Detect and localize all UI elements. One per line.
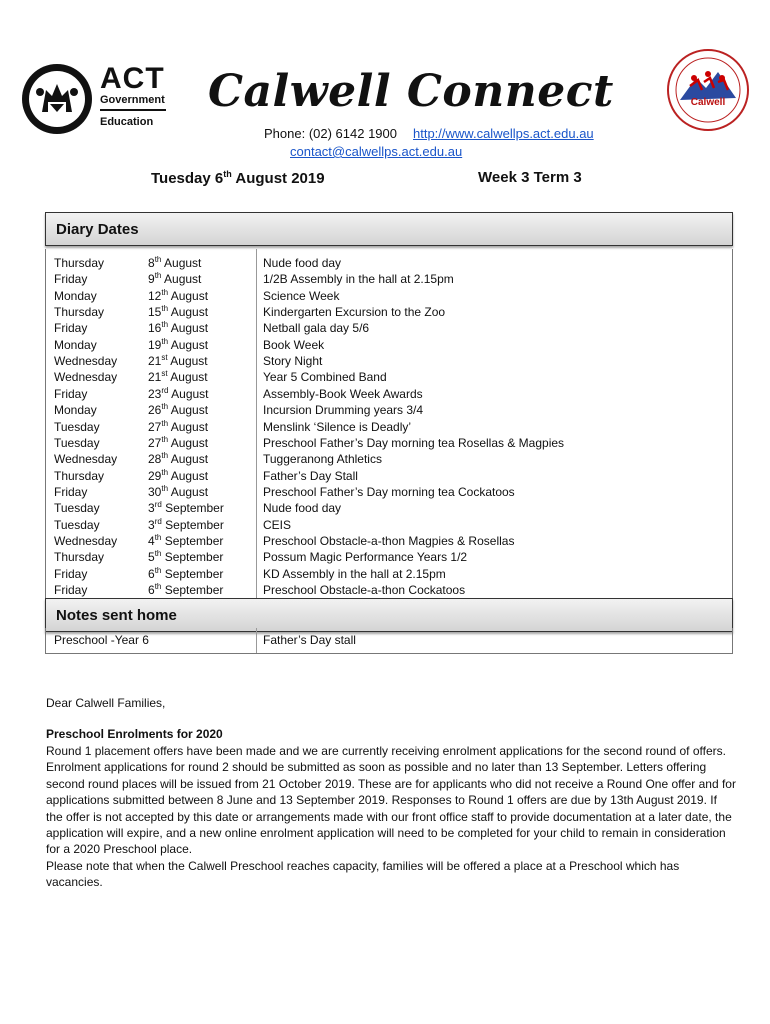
diary-day: Thursday bbox=[54, 305, 105, 320]
diary-event: Menslink ‘Silence is Deadly’ bbox=[263, 419, 412, 434]
diary-day: Monday bbox=[54, 403, 97, 418]
diary-date: 28th August bbox=[148, 451, 209, 467]
diary-row bbox=[46, 500, 732, 516]
diary-event: Science Week bbox=[263, 288, 340, 303]
diary-dates-table bbox=[45, 249, 733, 598]
act-education-word: Education bbox=[100, 116, 154, 128]
diary-row bbox=[46, 386, 732, 402]
notes-table bbox=[45, 628, 733, 654]
diary-row bbox=[46, 435, 732, 451]
act-logo-text bbox=[100, 64, 166, 128]
diary-event: 1/2B Assembly in the hall at 2.15pm bbox=[263, 272, 454, 287]
diary-date: 26th August bbox=[148, 402, 209, 418]
diary-day: Tuesday bbox=[54, 501, 100, 516]
contact-line bbox=[264, 126, 594, 141]
diary-day: Wednesday bbox=[54, 370, 118, 385]
diary-event: Preschool Father’s Day morning tea Cockatoos bbox=[263, 484, 515, 499]
diary-day: Thursday bbox=[54, 256, 105, 270]
diary-row bbox=[46, 320, 732, 336]
diary-row bbox=[46, 484, 732, 500]
diary-day: Thursday bbox=[54, 468, 105, 483]
email-link[interactable]: contact@calwellps.act.edu.au bbox=[290, 144, 463, 159]
diary-day: Friday bbox=[54, 583, 88, 597]
diary-date: 27th August bbox=[148, 418, 209, 434]
diary-event: Year 5 Combined Band bbox=[263, 370, 387, 385]
column-divider bbox=[256, 628, 257, 653]
diary-row bbox=[46, 582, 732, 598]
diary-day: Wednesday bbox=[54, 533, 118, 548]
diary-event: Story Night bbox=[263, 354, 323, 369]
week-term: Week 3 Term 3 bbox=[478, 169, 582, 186]
diary-day: Monday bbox=[54, 337, 97, 352]
diary-date: 9th August bbox=[148, 271, 202, 287]
diary-day: Tuesday bbox=[54, 419, 100, 434]
diary-date: 23rd August bbox=[148, 385, 209, 401]
email-line bbox=[290, 144, 462, 159]
letter-body bbox=[46, 743, 736, 891]
diary-row bbox=[46, 517, 732, 533]
phone-number: Phone: (02) 6142 1900 bbox=[264, 126, 397, 141]
diary-date: 29th August bbox=[148, 467, 209, 483]
diary-event: Nude food day bbox=[263, 256, 342, 270]
letter-paragraph: Round 1 placement offers have been made and we are currently receiving enrolment applications for the second round of offers. Enrolment applications for round 2 should be submitted as soon as possible and no later than 13 September. Letters offering second round places will be issued from 21 October 2019. These are for applicants who did not receive a Round One offer and for applications submitted between 8 June and 13 September 2019. Responses to Round 1 offers are due by 13th August 2019. If the offer is not accepted by this date or arrangements made with our front office staff to provide documentation at a later date, the application will expire, and a new online enrolment application will need to be completed for your child to remain in consideration for a 2020 Preschool place. bbox=[46, 744, 736, 857]
act-government-logo bbox=[20, 62, 170, 136]
diary-day: Monday bbox=[54, 288, 97, 303]
diary-date: 6th September bbox=[148, 565, 224, 581]
diary-date: 3rd September bbox=[148, 516, 224, 532]
diary-dates-heading: Diary Dates bbox=[56, 221, 139, 238]
notes-audience: Preschool -Year 6 bbox=[54, 633, 149, 647]
diary-row bbox=[46, 533, 732, 549]
calwell-school-logo-icon bbox=[666, 48, 750, 132]
diary-event: Nude food day bbox=[263, 501, 342, 516]
diary-date: 21st August bbox=[148, 353, 208, 369]
diary-date: 15th August bbox=[148, 304, 209, 320]
diary-event: KD Assembly in the hall at 2.15pm bbox=[263, 566, 446, 581]
diary-day: Friday bbox=[54, 484, 88, 499]
diary-row bbox=[46, 451, 732, 467]
diary-row bbox=[46, 255, 732, 271]
diary-row bbox=[46, 288, 732, 304]
school-logo-text: Calwell bbox=[690, 97, 726, 108]
diary-event: CEIS bbox=[263, 517, 292, 532]
newsletter-title: Calwell Connect bbox=[208, 66, 614, 117]
diary-row bbox=[46, 337, 732, 353]
diary-event: Assembly-Book Week Awards bbox=[263, 386, 423, 401]
diary-date: 8th August bbox=[148, 255, 202, 270]
diary-row bbox=[46, 468, 732, 484]
diary-day: Tuesday bbox=[54, 517, 100, 532]
diary-event: Preschool Obstacle-a-thon Cockatoos bbox=[263, 583, 466, 597]
notes-item: Father’s Day stall bbox=[263, 633, 356, 647]
diary-date: 6th September bbox=[148, 582, 224, 597]
diary-row bbox=[46, 419, 732, 435]
diary-row bbox=[46, 566, 732, 582]
diary-event: Book Week bbox=[263, 337, 325, 352]
diary-date: 27th August bbox=[148, 434, 209, 450]
act-crest-icon bbox=[20, 62, 94, 136]
diary-date: 3rd September bbox=[148, 500, 224, 516]
diary-day: Tuesday bbox=[54, 435, 100, 450]
issue-date: Tuesday 6th August 2019 bbox=[151, 169, 325, 187]
diary-event: Tuggeranong Athletics bbox=[263, 452, 382, 467]
diary-row bbox=[46, 353, 732, 369]
diary-row bbox=[46, 304, 732, 320]
diary-row bbox=[46, 549, 732, 565]
diary-day: Wednesday bbox=[54, 354, 118, 369]
diary-date: 5th September bbox=[148, 549, 224, 565]
notes-heading: Notes sent home bbox=[56, 607, 177, 624]
diary-day: Friday bbox=[54, 386, 88, 401]
diary-date: 16th August bbox=[148, 320, 209, 336]
diary-event: Preschool Father’s Day morning tea Rosellas & Magpies bbox=[263, 435, 565, 450]
diary-row bbox=[46, 402, 732, 418]
diary-day: Thursday bbox=[54, 550, 105, 565]
diary-day: Friday bbox=[54, 272, 88, 287]
diary-day: Wednesday bbox=[54, 452, 118, 467]
diary-date: 30th August bbox=[148, 483, 209, 499]
diary-day: Friday bbox=[54, 321, 88, 336]
diary-event: Kindergarten Excursion to the Zoo bbox=[263, 305, 446, 320]
website-link[interactable]: http://www.calwellps.act.edu.au bbox=[413, 126, 594, 141]
letter-greeting: Dear Calwell Families, bbox=[46, 696, 166, 710]
diary-event: Father’s Day Stall bbox=[263, 468, 358, 483]
diary-event: Possum Magic Performance Years 1/2 bbox=[263, 550, 468, 565]
diary-event: Incursion Drumming years 3/4 bbox=[263, 403, 424, 418]
act-word: ACT bbox=[100, 62, 165, 95]
act-government-word: Government bbox=[100, 94, 166, 111]
letter-heading: Preschool Enrolments for 2020 bbox=[46, 727, 223, 741]
diary-event: Netball gala day 5/6 bbox=[263, 321, 370, 336]
diary-row bbox=[46, 369, 732, 385]
diary-day: Friday bbox=[54, 566, 88, 581]
notes-sent-home-header bbox=[45, 598, 733, 632]
diary-date: 19th August bbox=[148, 336, 209, 352]
letter-paragraph: Please note that when the Calwell Preschool reaches capacity, families will be offered a place at a Preschool which has vacancies. bbox=[46, 858, 680, 890]
diary-date: 21st August bbox=[148, 369, 208, 385]
diary-event: Preschool Obstacle-a-thon Magpies & Rosellas bbox=[263, 533, 515, 548]
diary-date: 12th August bbox=[148, 287, 209, 303]
diary-dates-header bbox=[45, 212, 733, 246]
diary-row bbox=[46, 271, 732, 287]
diary-date: 4th September bbox=[148, 532, 224, 548]
